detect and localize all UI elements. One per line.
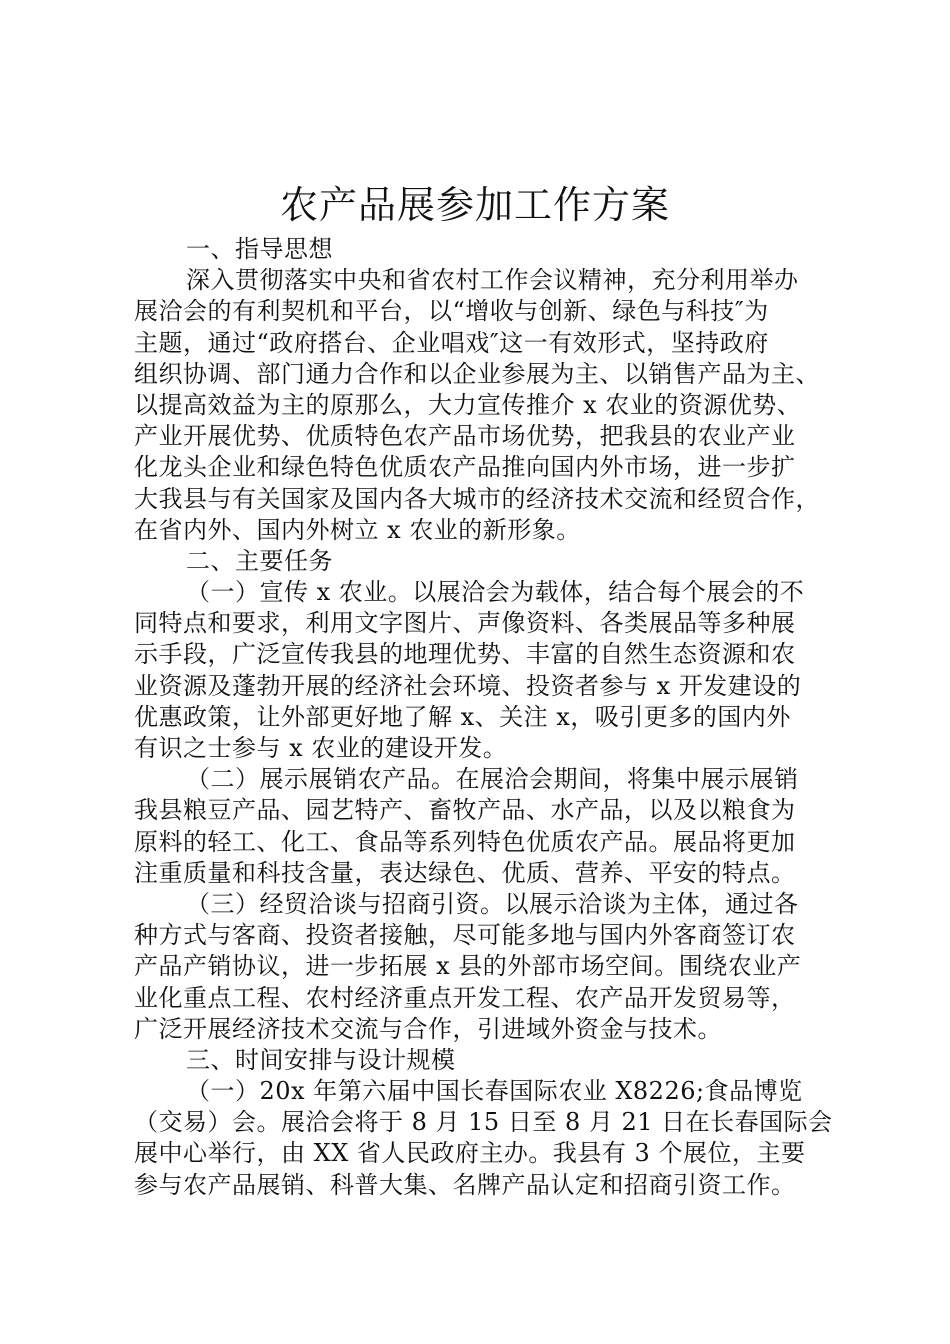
paragraph-start-line: 二、主要任务 xyxy=(186,546,333,575)
paragraph-line: 业资源及蓬勃开展的经济社会环境、投资者参与 x 开发建设的 xyxy=(134,671,802,700)
paragraph-line: 以提高效益为主的原那么，大力宣传推介 x 农业的资源优势、 xyxy=(134,390,802,419)
paragraph-line: 组织协调、部门通力合作和以企业参展为主、以销售产品为主、 xyxy=(134,359,820,388)
paragraph-line: 展洽会的有利契机和平台，以“增收与创新、绿色与科技″为 xyxy=(134,297,769,326)
paragraph-line: 注重质量和科技含量，表达绿色、优质、营养、平安的特点。 xyxy=(134,858,796,887)
paragraph-line: 产业开展优势、优质特色农产品市场优势，把我县的农业产业 xyxy=(134,422,796,451)
paragraph-line: 种方式与客商、投资者接触，尽可能多地与国内外客商签订农 xyxy=(134,921,796,950)
paragraph-line: 大我县与有关国家及国内各大城市的经济技术交流和经贸合作， xyxy=(134,484,820,513)
paragraph-start-line: 深入贯彻落实中央和省农村工作会议精神，充分利用举办 xyxy=(186,266,799,295)
paragraph-line: 示手段，广泛宣传我县的地理优势、丰富的自然生态资源和农 xyxy=(134,640,796,669)
paragraph-line: 产品产销协议，进一步拓展 x 县的外部市场空间。围绕农业产 xyxy=(134,952,802,981)
paragraph-start-line: （二）展示展销农产品。在展洽会期间，将集中展示展销 xyxy=(186,765,799,794)
paragraph-line: （交易）会。展洽会将于 8 月 15 日至 8 月 21 日在长春国际会 xyxy=(134,1108,833,1137)
document-title: 农产品展参加工作方案 xyxy=(279,183,670,227)
paragraph-start-line: （一）20x 年第六届中国长春国际农业 X8226;食品博览 xyxy=(186,1077,803,1106)
document-body xyxy=(134,234,834,1201)
paragraph-line: 优惠政策，让外部更好地了解 x、关注 x，吸引更多的国内外 xyxy=(134,702,791,731)
paragraph-start-line: （一）宣传 x 农业。以展洽会为载体，结合每个展会的不 xyxy=(186,578,805,607)
paragraph-line: 主题，通过“政府搭台、企业唱戏″这一有效形式，坚持政府 xyxy=(134,328,769,357)
paragraph-line: 化龙头企业和绿色特色优质农产品推向国内外市场，进一步扩 xyxy=(134,453,796,482)
paragraph-start-line: 三、时间安排与设计规模 xyxy=(186,1045,456,1074)
paragraph-line: 展中心举行，由 XX 省人民政府主办。我县有 3 个展位，主要 xyxy=(134,1139,806,1168)
paragraph-line: 同特点和要求，利用文字图片、声像资料、各类展品等多种展 xyxy=(134,609,796,638)
paragraph-start-line: （三）经贸洽谈与招商引资。以展示洽谈为主体，通过各 xyxy=(186,889,799,918)
paragraph-line: 原料的轻工、化工、食品等系列特色优质农产品。展品将更加 xyxy=(134,827,796,856)
paragraph-line: 在省内外、国内外树立 x 农业的新形象。 xyxy=(134,515,581,544)
paragraph-line: 参与农产品展销、科普大集、名牌产品认定和招商引资工作。 xyxy=(134,1170,796,1199)
paragraph-line: 有识之士参与 x 农业的建设开发。 xyxy=(134,734,508,762)
paragraph-start-line: 一、指导思想 xyxy=(186,235,333,263)
paragraph-line: 广泛开展经济技术交流与合作，引进域外资金与技术。 xyxy=(134,1014,722,1043)
paragraph-line: 我县粮豆产品、园艺特产、畜牧产品、水产品，以及以粮食为 xyxy=(134,796,796,825)
paragraph-line: 业化重点工程、农村经济重点开发工程、农产品开发贸易等， xyxy=(134,983,796,1012)
